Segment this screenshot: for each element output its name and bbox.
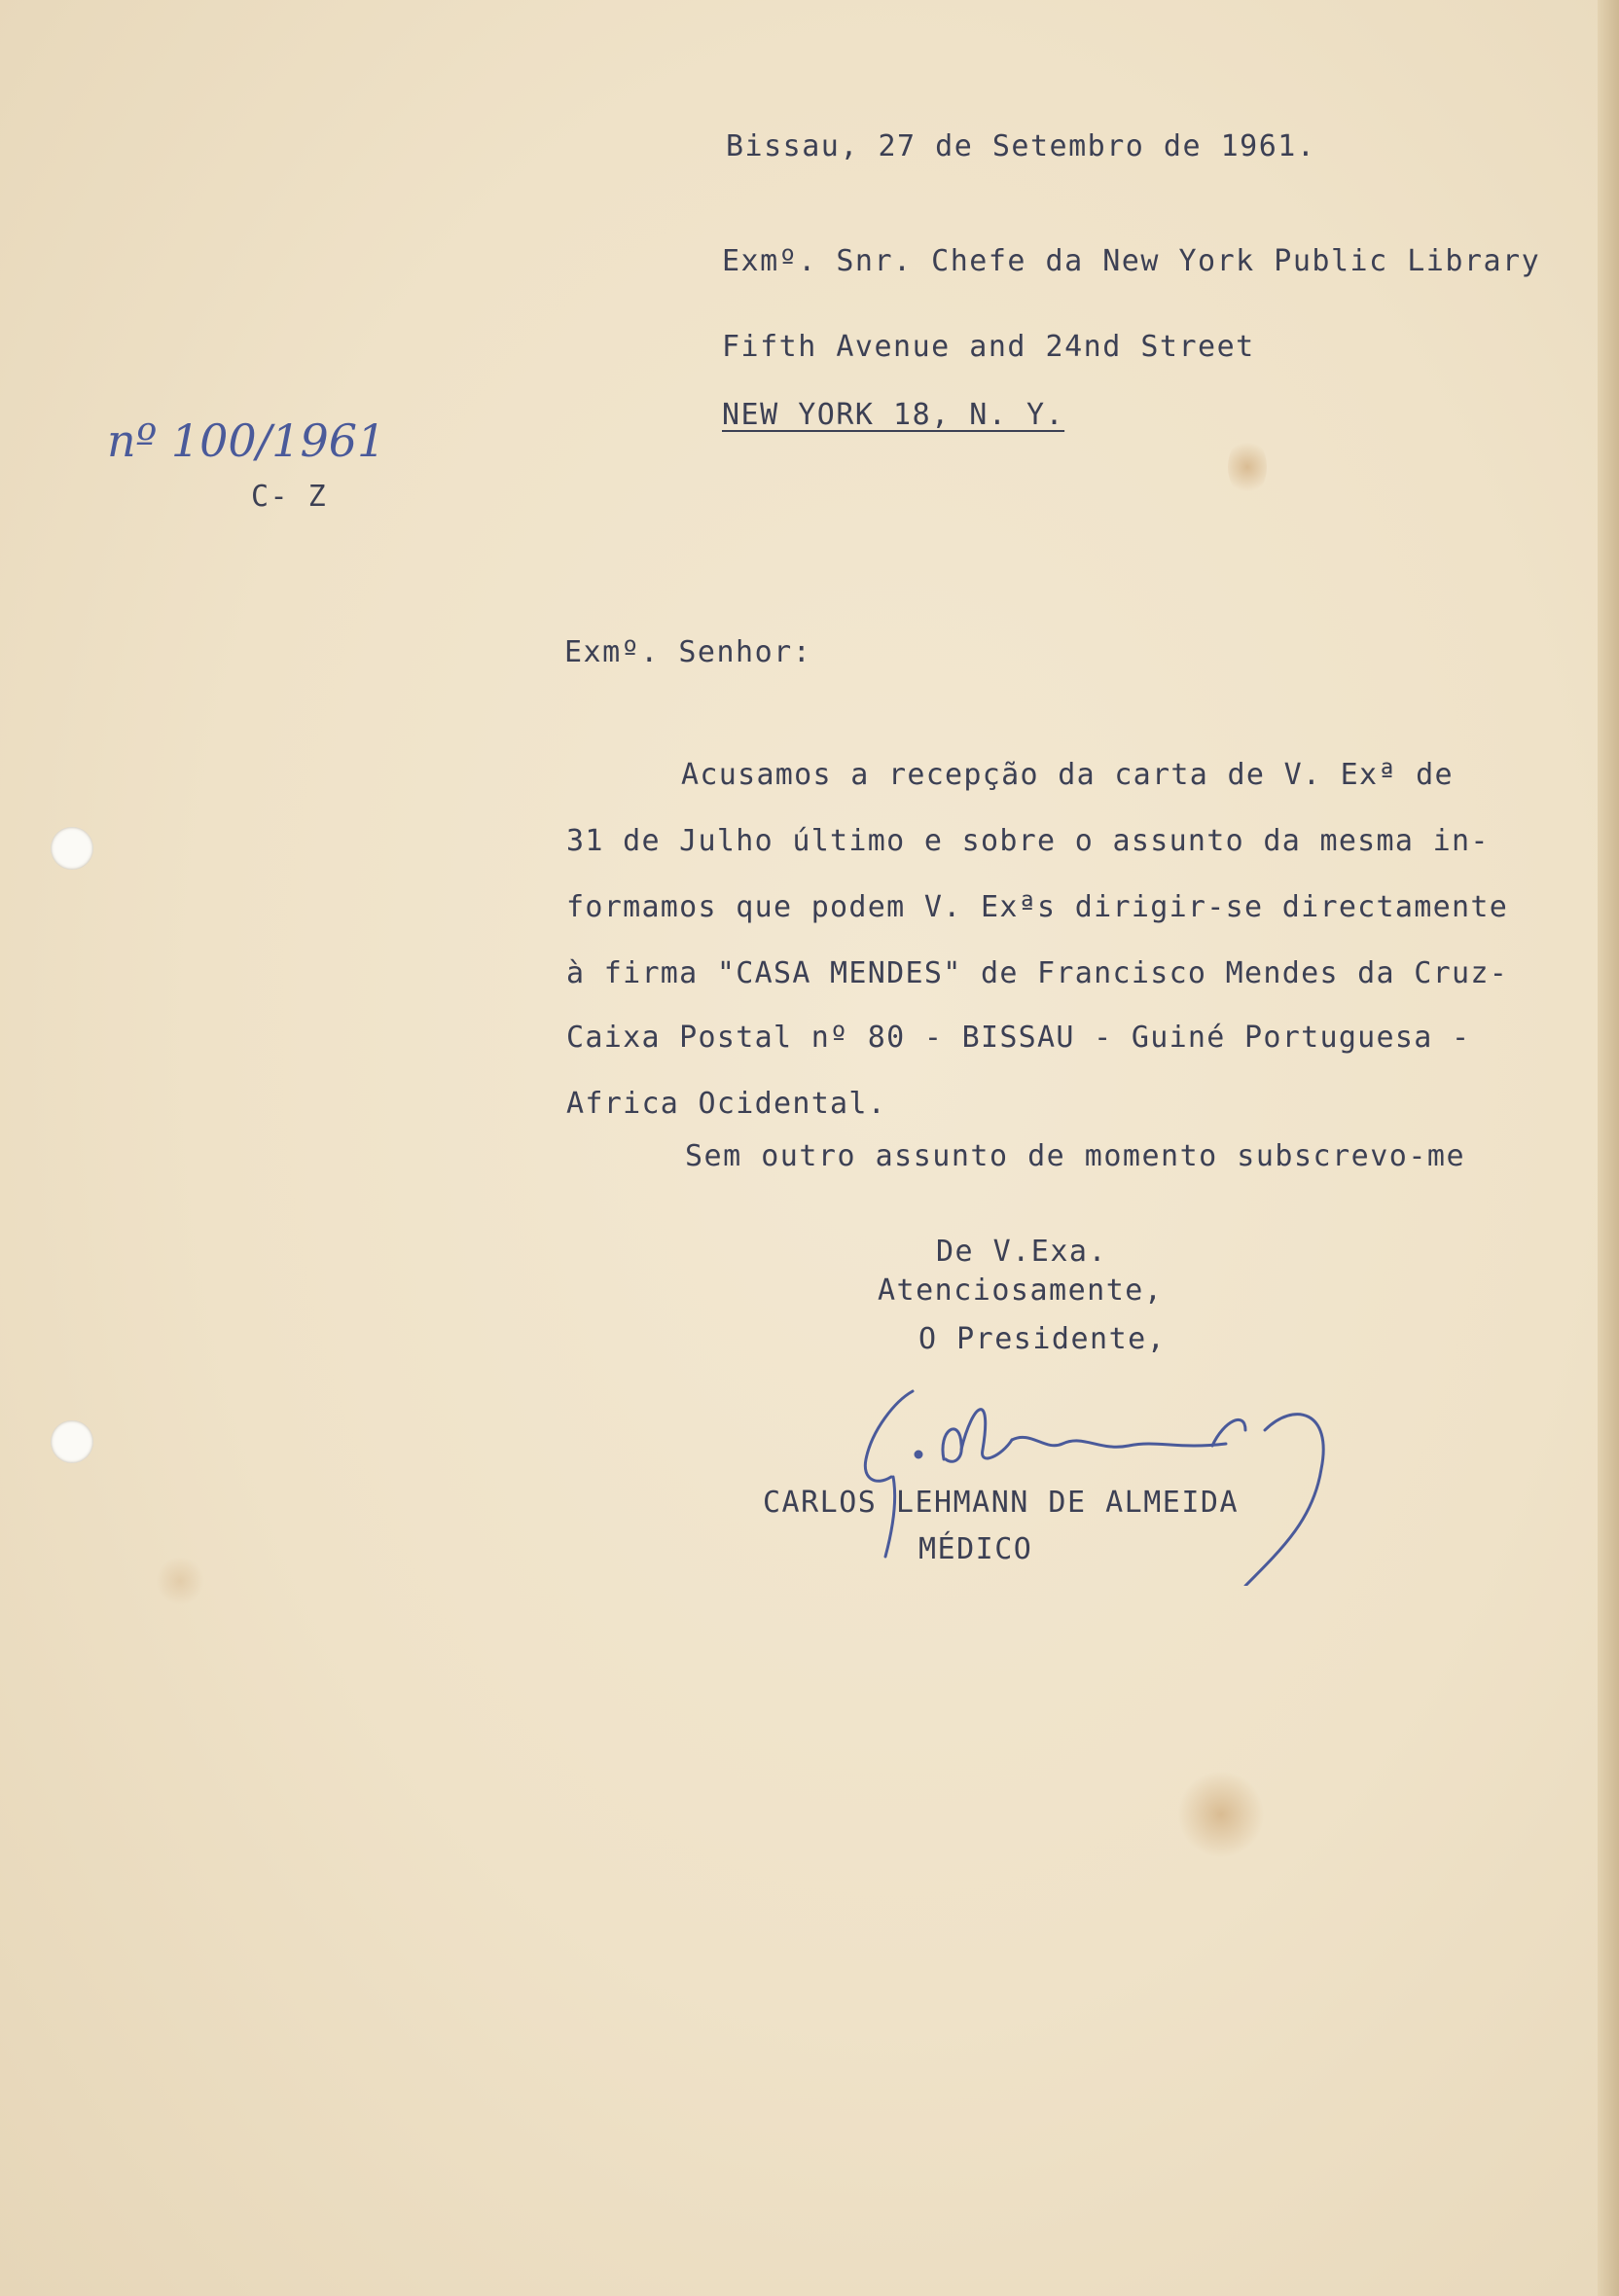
punch-hole-bottom [51, 1420, 93, 1463]
salutation: Exmº. Senhor: [564, 635, 812, 669]
recipient-line-2: Fifth Avenue and 24nd Street [722, 330, 1255, 364]
body-line-3: formamos que podem V. Exªs dirigir-se directamente [566, 890, 1509, 924]
date-line: Bissau, 27 de Setembro de 1961. [726, 129, 1316, 163]
closing-courtesy: De V.Exa. [936, 1235, 1108, 1269]
closing-regards: Atenciosamente, [878, 1274, 1164, 1308]
body-line-5: Caixa Postal nº 80 - BISSAU - Guiné Portuguesa - [566, 1021, 1471, 1055]
paper-edge [1598, 0, 1619, 2296]
body-line-4: à firma "CASA MENDES" de Francisco Mendes da Cruz- [566, 956, 1509, 990]
closing-role: O Presidente, [918, 1322, 1167, 1356]
body-line-1: Acusamos a recepção da carta de V. Exª de [681, 758, 1454, 792]
body-line-2: 31 de Julho último e sobre o assunto da mesma in- [566, 824, 1490, 858]
closing-line: Sem outro assunto de momento subscrevo-me [685, 1139, 1466, 1173]
punch-hole-top [51, 827, 93, 870]
handwritten-signature [837, 1362, 1343, 1586]
reference-number: nº 100/1961 [107, 414, 386, 467]
paper-stain [1228, 438, 1267, 496]
recipient-line-1: Exmº. Snr. Chefe da New York Public Library [722, 244, 1541, 278]
reference-code: C- Z [251, 480, 328, 514]
signer-title: MÉDICO [918, 1532, 1033, 1566]
recipient-line-3: NEW YORK 18, N. Y. [722, 398, 1065, 432]
signer-name: CARLOS LEHMANN DE ALMEIDA [763, 1486, 1240, 1520]
body-line-6: Africa Ocidental. [566, 1087, 887, 1121]
paper-stain [156, 1557, 204, 1605]
paper-stain [1177, 1771, 1265, 1858]
